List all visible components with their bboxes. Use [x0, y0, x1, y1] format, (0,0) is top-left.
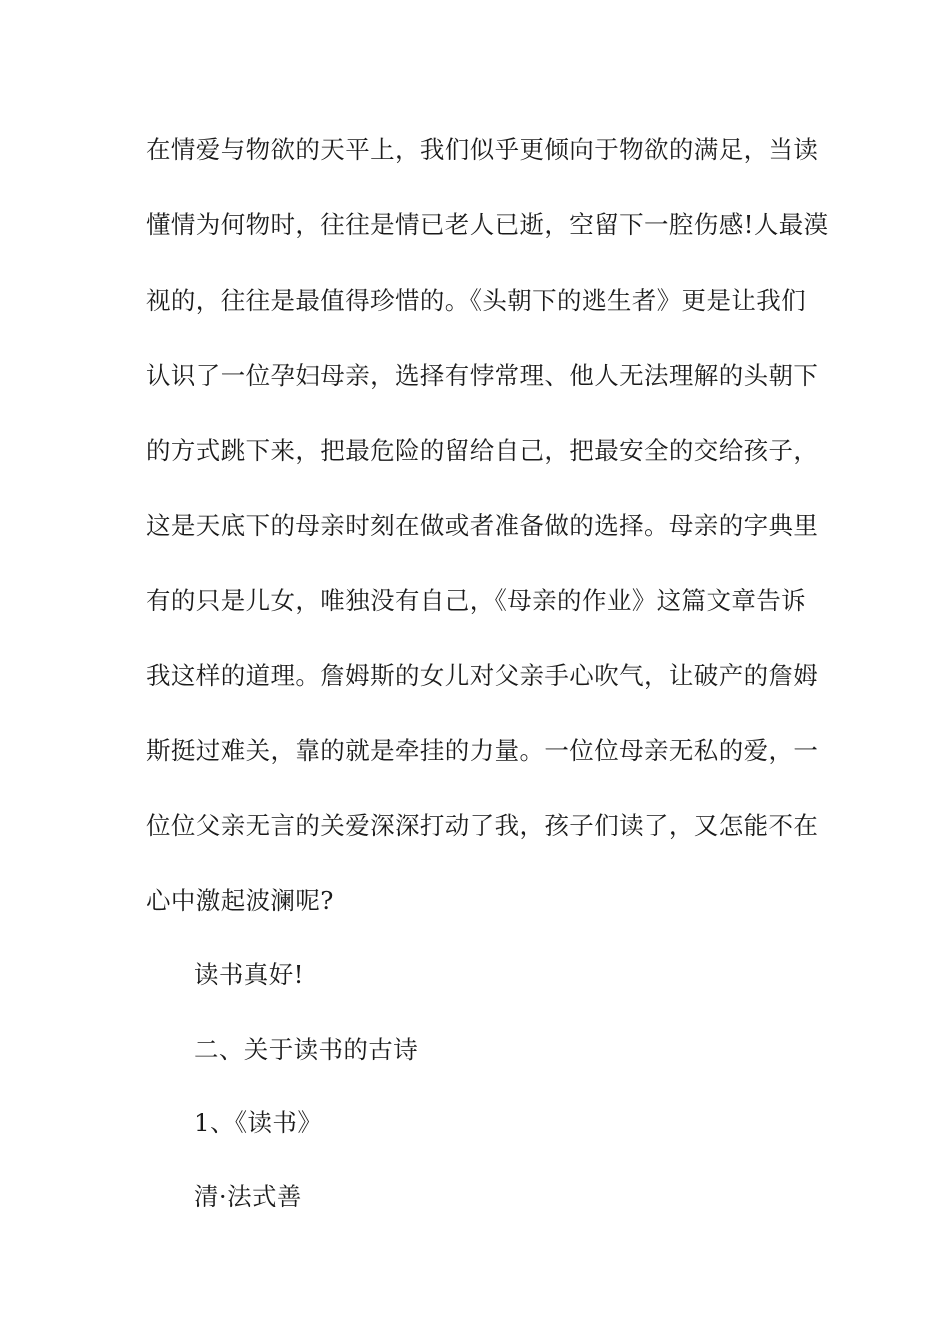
- paragraph-line-10: 位位父亲无言的关爱深深打动了我，孩子们读了，又怎能不在: [146, 811, 819, 840]
- paragraph-line-7: 有的只是儿女，唯独没有自己，《母亲的作业》这篇文章告诉: [146, 586, 807, 615]
- closing-line: 读书真好!: [194, 960, 304, 989]
- paragraph-line-6: 这是天底下的母亲时刻在做或者准备做的选择。母亲的字典里: [146, 511, 819, 540]
- paragraph-line-4: 认识了一位孕妇母亲，选择有悖常理、他人无法理解的头朝下: [146, 361, 819, 390]
- paragraph-line-8: 我这样的道理。詹姆斯的女儿对父亲手心吹气，让破产的詹姆: [146, 661, 819, 690]
- paragraph-line-11: 心中激起波澜呢?: [146, 886, 334, 915]
- paragraph-line-2: 懂情为何物时，往往是情已老人已逝，空留下一腔伤感!人最漠: [146, 210, 829, 239]
- paragraph-line-1: 在情爱与物欲的天平上，我们似乎更倾向于物欲的满足，当读: [146, 135, 819, 164]
- paragraph-line-3: 视的，往往是最值得珍惜的。《头朝下的逃生者》更是让我们: [146, 286, 807, 315]
- poem-title: 1、《读书》: [194, 1108, 323, 1137]
- section-heading: 二、关于读书的古诗: [194, 1035, 419, 1064]
- paragraph-line-5: 的方式跳下来，把最危险的留给自己，把最安全的交给孩子，: [146, 436, 819, 465]
- paragraph-line-9: 斯挺过难关，靠的就是牵挂的力量。一位位母亲无私的爱，一: [146, 736, 819, 765]
- poem-author: 清·法式善: [194, 1182, 302, 1211]
